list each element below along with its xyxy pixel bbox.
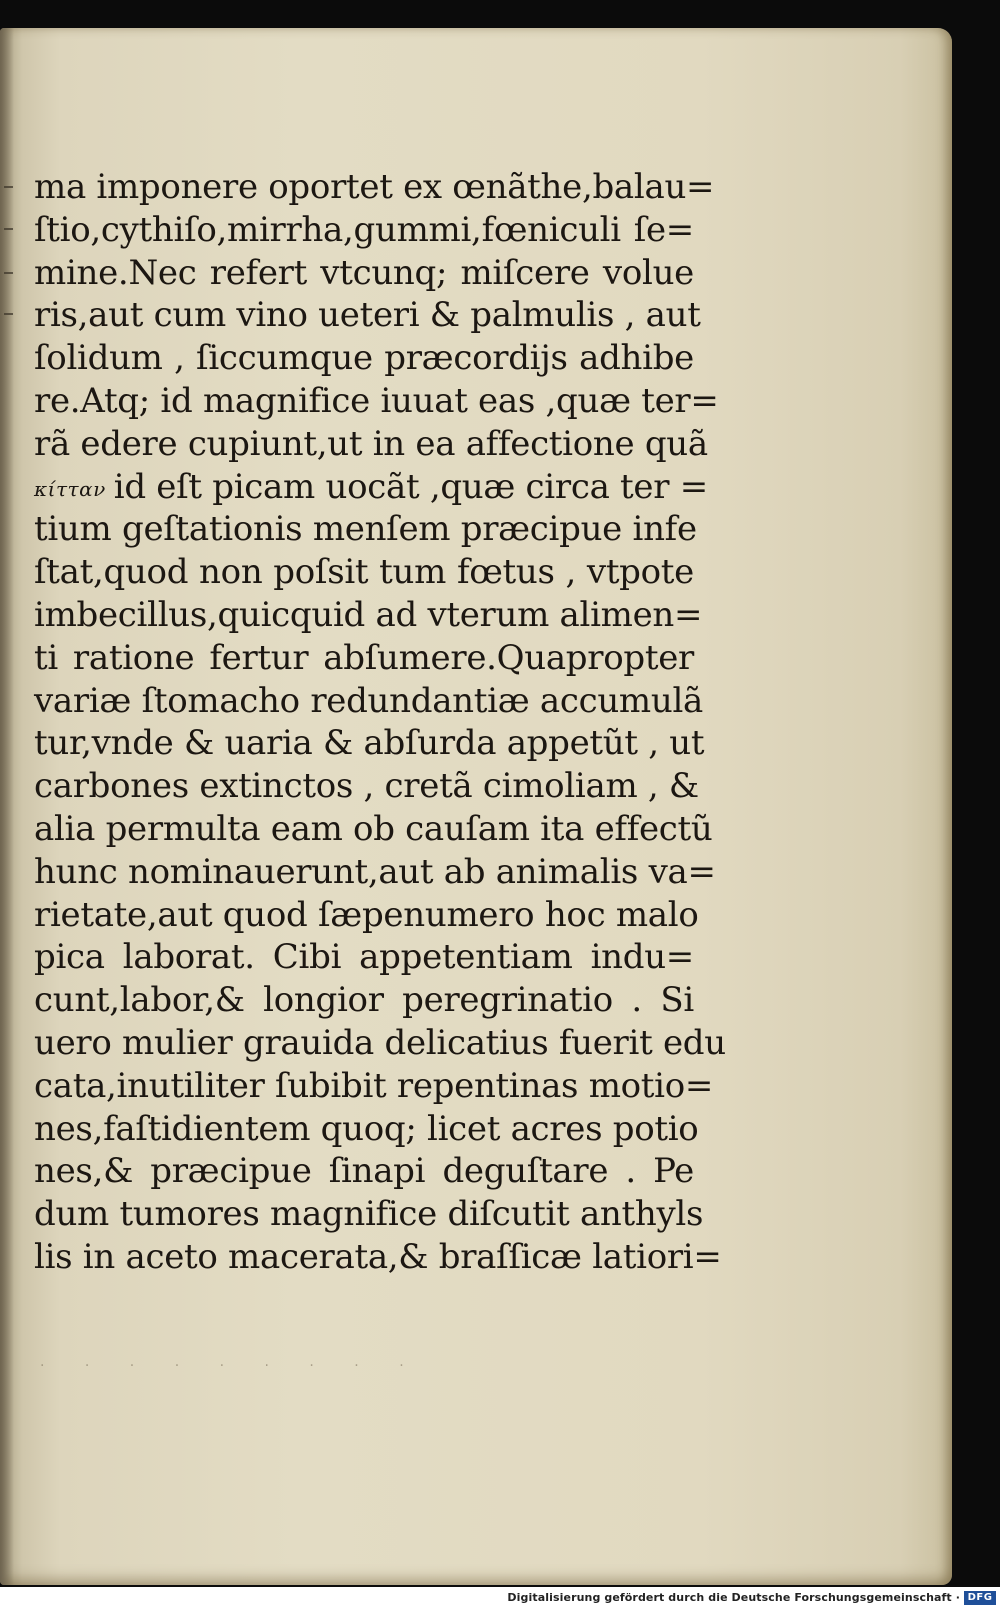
text-line: ſolidum , ſiccumque præcordijs adhibe [34, 338, 694, 379]
text-line: ſtat,quod non poſsit tum fœtus , vtpote [34, 552, 694, 593]
text-line: uero mulier grauida delicatius fuerit edu [34, 1022, 726, 1063]
dfg-logo-icon: DFG [964, 1591, 996, 1605]
text-line: cata,inutiliter ſubibit repentinas motio= [34, 1065, 714, 1106]
text-line: tur,vnde & uaria & abſurda appetũt , ut [34, 723, 705, 764]
text-line: hunc nominauerunt,aut ab animalis va= [34, 851, 716, 892]
text-line-with-greek [34, 466, 708, 509]
text-line: cunt,labor,& longior peregrinatio . Si [34, 980, 694, 1021]
text-line: rietate,aut quod ſæpenumero hoc malo [34, 894, 699, 935]
text-line: nes,faſtidientem quoq; licet acres potio [34, 1108, 699, 1149]
binding-mark [4, 313, 13, 315]
text-line: variæ ſtomacho redundantiæ accumulã [34, 680, 704, 721]
text-line: rã edere cupiunt,ut in ea affectione quã [34, 423, 708, 464]
binding-mark [4, 228, 13, 230]
text-line: carbones extinctos , cretã cimoliam , & [34, 766, 699, 807]
text-line: pica laborat. Cibi appetentiam indu= [34, 937, 694, 978]
text-line: ris,aut cum vino ueteri & palmulis , aut [34, 295, 701, 336]
digitization-credit: Digitalisierung gefördert durch die Deutsche Forschungsgemeinschaft · [507, 1591, 960, 1604]
text-line: dum tumores magnifice diſcutit anthyls [34, 1194, 704, 1235]
text-line: ſtio,cythiſo,mirrha,gummi,fœniculi ſe= [34, 209, 694, 250]
text-line: mine.Nec refert vtcunq; miſcere volue [34, 252, 694, 293]
text-line: lis in aceto macerata,& braſſicæ latiori= [34, 1236, 722, 1277]
text-line: nes,& præcipue ſinapi deguſtare . Pe [34, 1151, 694, 1192]
text-line: imbecillus,quicquid ad vterum alimen= [34, 594, 703, 635]
text-line: ma imponere oportet ex œnãthe,balau= [34, 167, 715, 207]
text-line-rest: id eſt picam uocãt ,quæ circa ter = [113, 466, 708, 507]
paper-specks: · · · · · · · · · [40, 1358, 422, 1374]
scanned-page [0, 28, 952, 1585]
text-line: re.Atq; id magnifice iuuat eas ,quæ ter= [34, 380, 719, 421]
binding-mark [4, 272, 13, 274]
binding-mark [4, 186, 13, 188]
greek-word: κίτταν [34, 476, 106, 501]
text-column [34, 166, 726, 1279]
text-line: alia permulta eam ob cauſam ita effectũ [34, 808, 713, 849]
text-line: tium geſtationis menſem præcipue infe [34, 509, 697, 550]
text-line: ti ratione fertur abſumere.Quapropter [34, 637, 694, 678]
footer-bar [0, 1587, 1000, 1610]
